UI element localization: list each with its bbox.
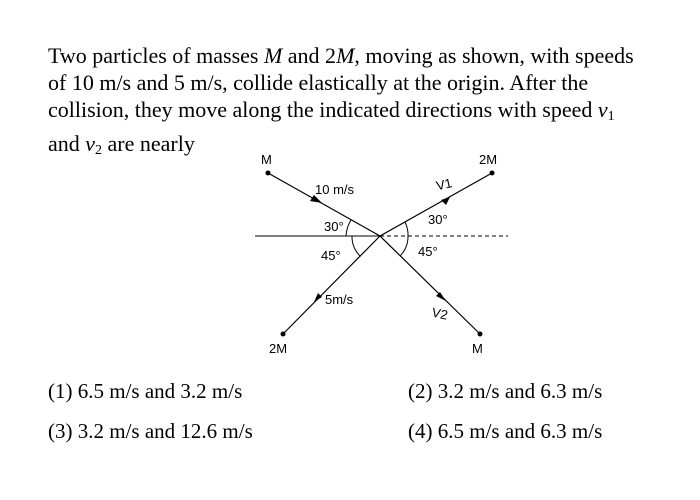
option-number: (2) <box>408 379 433 403</box>
option-number: (1) <box>48 379 73 403</box>
option-number: (4) <box>408 419 433 443</box>
label-speed-10: 10 m/s <box>315 182 355 197</box>
label-angle-45-left: 45° <box>321 248 341 263</box>
question-fragment: and 2 <box>282 43 337 68</box>
angle-arc-v1 <box>405 222 408 236</box>
option-2[interactable] <box>408 378 602 404</box>
angle-arc-v2 <box>400 236 408 256</box>
label-mass-2m-top: 2M <box>479 152 498 167</box>
particle-m-end <box>478 332 483 337</box>
label-mass-m-top: M <box>261 152 272 167</box>
label-angle-45-right: 45° <box>418 244 438 259</box>
option-text: 6.5 m/s and 3.2 m/s <box>77 379 243 403</box>
option-text: 6.5 m/s and 6.3 m/s <box>437 419 603 443</box>
option-1[interactable] <box>48 378 242 404</box>
option-3[interactable] <box>48 418 253 444</box>
label-velocity-v2: V2 <box>430 304 450 323</box>
mass-symbol-2m: M <box>336 43 355 68</box>
option-text: 3.2 m/s and 6.3 m/s <box>437 379 603 403</box>
option-4[interactable] <box>408 418 602 444</box>
angle-arc-m-incoming <box>346 220 351 236</box>
label-speed-5: 5m/s <box>325 292 354 307</box>
label-mass-m-bottom: M <box>472 341 483 356</box>
question-fragment: Two particles of masses <box>48 43 264 68</box>
particle-2m-start <box>281 332 286 337</box>
arrowhead-v2 <box>436 292 446 301</box>
velocity-symbol-v1: v <box>597 97 608 122</box>
question-fragment: and <box>48 131 86 156</box>
question-fragment: are nearly <box>102 131 195 156</box>
particle-2m-end <box>490 171 495 176</box>
arrowhead-2m-incoming <box>314 293 322 302</box>
question-fragment: , moving as shown, with speeds of 10 m/s and 5 m/s, collide elastically at the origin. After the collision, they move along the indicated directions with speed <box>48 43 634 122</box>
velocity-subscript-2: 2 <box>95 143 103 158</box>
label-mass-2m-bottom: 2M <box>269 341 288 356</box>
angle-arc-2m-incoming <box>352 236 360 256</box>
velocity-subscript-1: 1 <box>607 109 615 124</box>
label-angle-30-left: 30° <box>324 219 344 234</box>
option-text: 3.2 m/s and 12.6 m/s <box>77 419 253 443</box>
arrowhead-v1 <box>441 197 450 205</box>
velocity-symbol-v2: v <box>85 131 96 156</box>
label-angle-30-right: 30° <box>428 212 448 227</box>
label-velocity-v1: V1 <box>434 175 454 194</box>
particle-m-start <box>266 171 271 176</box>
mass-symbol-m: M <box>263 43 283 68</box>
option-number: (3) <box>48 419 73 443</box>
